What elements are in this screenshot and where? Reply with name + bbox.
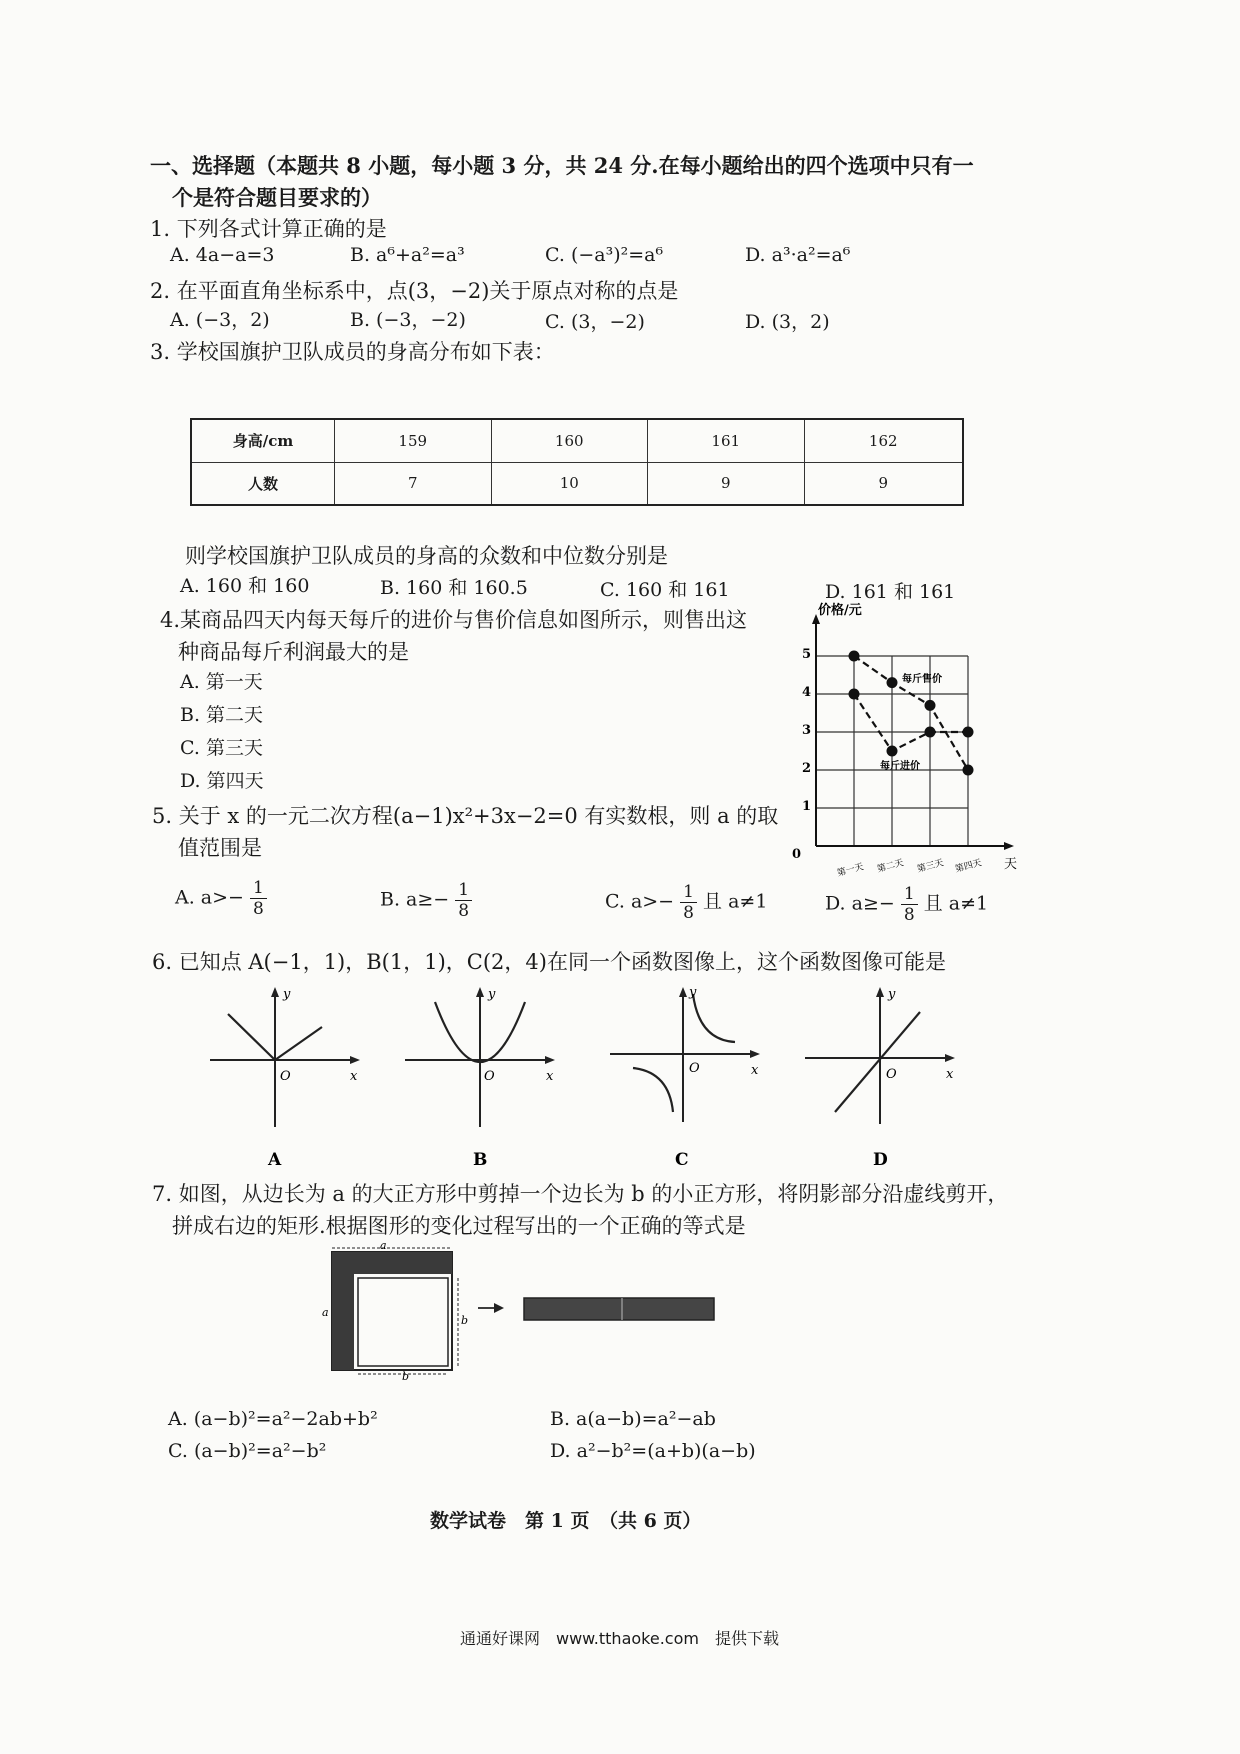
chart-xtick: 第三天 [916, 858, 945, 875]
source-footer: 通通好课网 www.tthaoke.com 提供下载 [460, 1629, 779, 1648]
graph-label: D [873, 1150, 888, 1170]
hyperbola-branch-2 [633, 1068, 673, 1112]
q3-stem: 3. 学校国旗护卫队成员的身高分布如下表： [150, 340, 555, 364]
q1-option-c: C. (−a³)²=a⁶ [545, 244, 664, 266]
fraction-denominator: 8 [458, 901, 470, 921]
q5-option-c-condition: 且 a≠1 [703, 890, 768, 913]
q4-option-a: A. 第一天 [180, 671, 263, 693]
q4-option-d: D. 第四天 [180, 770, 264, 792]
data-point-buy [887, 746, 898, 757]
height-table [190, 418, 964, 506]
fraction-numerator: 1 [680, 882, 697, 903]
q1-stem: 1. 下列各式计算正确的是 [150, 217, 387, 241]
graph-label: A [268, 1150, 282, 1170]
q5-option-a-text: A. a>− [175, 886, 244, 909]
table-cell: 159 [335, 419, 492, 462]
q3-follow: 则学校国旗护卫队成员的身高的众数和中位数分别是 [185, 544, 668, 568]
x-arrow-icon [1004, 842, 1014, 850]
table-cell: 160 [491, 419, 648, 462]
small-square [358, 1278, 448, 1366]
price-chart [780, 598, 1020, 888]
table-header-count: 人数 [191, 462, 335, 505]
q2-stem: 2. 在平面直角坐标系中，点(3，−2)关于原点对称的点是 [150, 279, 679, 303]
q2-option-a: A. (−3，2) [170, 309, 270, 331]
q5-stem-line1: 5. 关于 x 的一元二次方程(a−1)x²+3x−2=0 有实数根，则 a 的取 [152, 804, 779, 828]
chart-xtick: 第二天 [876, 858, 905, 875]
y-label: y [283, 987, 291, 1002]
table-cell: 9 [804, 462, 963, 505]
q6-stem: 6. 已知点 A(−1，1)，B(1，1)，C(2，4)在同一个函数图像上，这个函数图像可能是 [152, 950, 946, 974]
q4-stem-line1: 4.某商品四天内每天每斤的进价与售价信息如图所示，则售出这 [160, 608, 748, 632]
q7-option-c: C. (a−b)²=a²−b² [168, 1440, 327, 1462]
data-point-sell [925, 700, 936, 711]
fraction-numerator: 1 [455, 880, 472, 901]
shaded-strip-left [332, 1252, 354, 1370]
origin-label: O [689, 1061, 700, 1076]
origin-label: O [280, 1069, 291, 1084]
square-figure [310, 1240, 730, 1380]
data-point-buy [963, 727, 974, 738]
q3-option-b: B. 160 和 160.5 [380, 577, 528, 599]
x-arrow-icon [350, 1056, 360, 1064]
x-label: x [546, 1069, 554, 1084]
data-point-sell [963, 765, 974, 776]
q4-option-b: B. 第二天 [180, 704, 264, 726]
origin-label: O [886, 1067, 897, 1082]
chart-ytick: 3 [802, 723, 812, 738]
shaded-strip-top [354, 1252, 452, 1274]
q5-option-d-text: D. a≥− [825, 892, 895, 915]
chart-xlabel: 天 [1004, 857, 1018, 872]
fraction [680, 882, 697, 923]
q2-option-d: D. (3，2) [745, 311, 830, 333]
y-arrow-icon [876, 987, 884, 997]
linear-curve [835, 1012, 920, 1112]
graph-b [400, 982, 580, 1172]
chart-legend-sell: 每斤售价 [902, 674, 942, 685]
q5-option-c-text: C. a>− [605, 890, 675, 913]
q2-option-c: C. (3，−2) [545, 311, 645, 333]
q4-stem-line2: 种商品每斤利润最大的是 [178, 640, 409, 664]
fraction-denominator: 8 [253, 899, 264, 919]
q5-option-b-text: B. a≥− [380, 888, 450, 911]
y-label: y [488, 987, 496, 1002]
q3-option-c: C. 160 和 161 [600, 579, 730, 601]
y-arrow-icon [271, 987, 279, 997]
q3-option-d: D. 161 和 161 [825, 581, 956, 603]
data-point-sell [849, 651, 860, 662]
q1-option-d: D. a³·a²=a⁶ [745, 244, 851, 266]
fraction-numerator: 1 [250, 878, 267, 899]
section-title-line1: 一、选择题（本题共 8 小题，每小题 3 分，共 24 分.在每小题给出的四个选项中只有一 [150, 153, 974, 178]
q2-option-b: B. (−3，−2) [350, 309, 466, 331]
table-cell: 10 [491, 462, 648, 505]
fraction [901, 884, 918, 925]
graph-c [605, 982, 785, 1172]
label-b-bottom: b [402, 1370, 410, 1380]
data-point-sell [887, 677, 898, 688]
chart-ytick: 1 [802, 799, 812, 814]
q7-stem-line2: 拼成右边的矩形.根据图形的变化过程写出的一个正确的等式是 [172, 1214, 746, 1238]
q7-option-b: B. a(a−b)=a²−ab [550, 1408, 716, 1430]
chart-legend-buy: 每斤进价 [880, 761, 920, 772]
chart-xtick: 第四天 [954, 858, 983, 875]
table-cell: 9 [648, 462, 805, 505]
x-label: x [946, 1067, 954, 1082]
q7-stem-line1: 7. 如图，从边长为 a 的大正方形中剪掉一个边长为 b 的小正方形，将阴影部分沿虚线剪开， [152, 1182, 1009, 1206]
page-footer: 数学试卷 第 1 页 （共 6 页） [430, 1510, 702, 1532]
table-cell: 7 [335, 462, 492, 505]
q5-option-d [825, 884, 988, 925]
chart-series [849, 651, 974, 776]
graph-d [800, 982, 980, 1172]
table-row [191, 462, 963, 505]
q5-option-c [605, 882, 767, 923]
y-label: y [689, 985, 697, 1000]
y-arrow-icon [476, 987, 484, 997]
chart-ytick: 5 [802, 647, 812, 662]
q3-option-a: A. 160 和 160 [180, 575, 310, 597]
q5-option-a [175, 878, 267, 919]
graph-label: C [675, 1150, 689, 1170]
q1-option-a: A. 4a−a=3 [170, 244, 275, 266]
label-a-left: a [322, 1306, 329, 1319]
fraction [250, 878, 267, 919]
fraction [455, 880, 472, 921]
x-arrow-icon [945, 1054, 955, 1062]
chart-ylabel: 价格/元 [818, 603, 862, 618]
graph-label: B [473, 1150, 488, 1170]
label-a-top: a [380, 1240, 387, 1252]
q5-option-b [380, 880, 472, 921]
fraction-denominator: 8 [903, 905, 915, 925]
x-arrow-icon [545, 1056, 555, 1064]
chart-origin: 0 [792, 847, 802, 862]
fraction-numerator: 1 [901, 884, 918, 905]
fraction-denominator: 8 [683, 903, 694, 923]
chart-ytick: 2 [802, 761, 812, 776]
q4-option-c: C. 第三天 [180, 737, 263, 759]
q7-option-d: D. a²−b²=(a+b)(a−b) [550, 1440, 756, 1462]
arrow-right-icon [494, 1303, 504, 1313]
data-point-buy [925, 727, 936, 738]
origin-label: O [484, 1069, 495, 1084]
table-cell: 161 [648, 419, 805, 462]
y-arrow-icon [679, 987, 687, 997]
label-b-right: b [461, 1314, 469, 1327]
q5-stem-line2: 值范围是 [178, 836, 262, 860]
q1-option-b: B. a⁶+a²=a³ [350, 244, 465, 266]
graph-a [200, 982, 380, 1172]
data-point-buy [849, 689, 860, 700]
x-label: x [751, 1063, 759, 1078]
x-arrow-icon [750, 1050, 760, 1058]
q7-option-a: A. (a−b)²=a²−2ab+b² [168, 1408, 378, 1430]
x-label: x [350, 1069, 358, 1084]
chart-ytick: 4 [802, 685, 812, 700]
table-row [191, 419, 963, 462]
result-rectangle [524, 1298, 714, 1320]
chart-xtick: 第一天 [836, 862, 865, 879]
section-title-line2: 个是符合题目要求的） [172, 185, 382, 210]
hyperbola-branch-1 [693, 994, 735, 1042]
y-label: y [888, 987, 896, 1002]
q5-option-d-condition: 且 a≠1 [923, 892, 989, 915]
table-header-height: 身高/cm [191, 419, 335, 462]
table-cell: 162 [804, 419, 963, 462]
